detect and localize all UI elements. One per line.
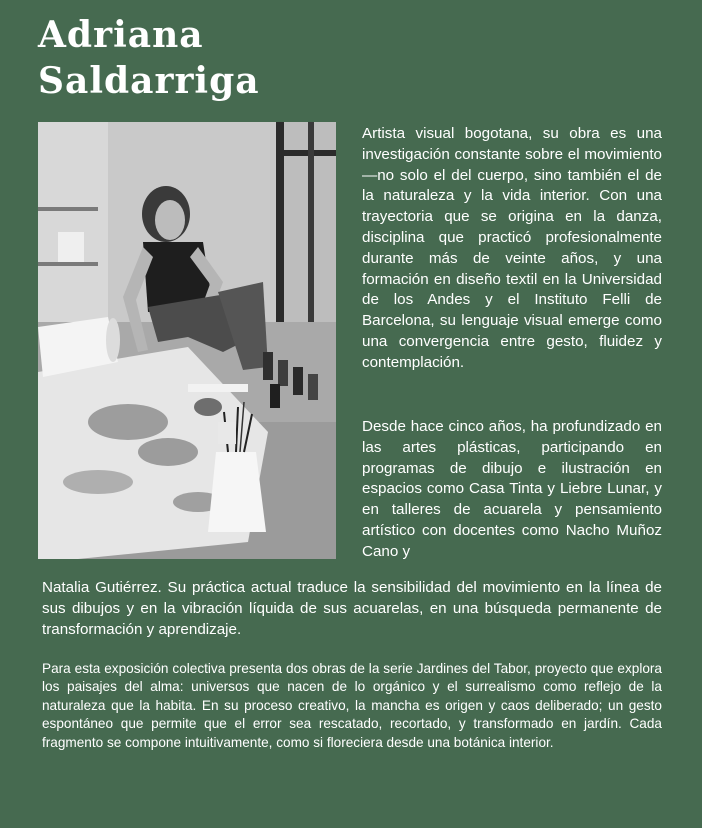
artist-name-title <box>38 12 260 104</box>
artist-last-name: Saldarriga <box>38 60 260 102</box>
bio-paragraph-1: Artista visual bogotana, su obra es una investigación constante sobre el movimiento —no solo el del cuerpo, sino también el de la naturaleza y la vida interior. Con una trayectoria que se origina en la danza, disciplina que practicó profesionalmente durante más de veinte años, y una formación en diseño textil en la Universidad de los Andes y el Instituto Felli de Barcelona, su lenguaje visual emerge como una convergencia entre gesto, fluidez y contemplación. <box>362 125 662 371</box>
bio-paragraph-2-start: Desde hace cinco años, ha profundizado en las artes plásticas, participando en programas de dibujo e ilustración en espacios como Casa Tinta y Liebre Lunar, y en talleres de acuarela y pensamiento artístico con docentes como Nacho Muñoz Cano y <box>362 418 662 560</box>
artist-first-name: Adriana <box>38 14 204 56</box>
artist-photo <box>38 122 336 559</box>
bio-paragraph-3: Para esta exposición colectiva presenta dos obras de la serie Jardines del Tabor, proyecto que explora los paisajes del alma: universos que nacen de lo orgánico y el surrealismo como reflejo de la naturaleza que la habita. En su proceso creativo, la mancha es origen y caos deliberado; un gesto espontáneo que permite que el error sea rescatado, recortado, y transformado en jardín. Cada fragmento se compone intuitivamente, como si floreciera desde una botánica interior. <box>42 661 662 750</box>
artist-photo-illustration <box>38 122 336 559</box>
bio-paragraph-2-end: Natalia Gutiérrez. Su práctica actual traduce la sensibilidad del movimiento en la línea de sus dibujos y en la vibración líquida de sus acuarelas, en una búsqueda permanente de transformación y aprendizaje. <box>42 579 662 638</box>
